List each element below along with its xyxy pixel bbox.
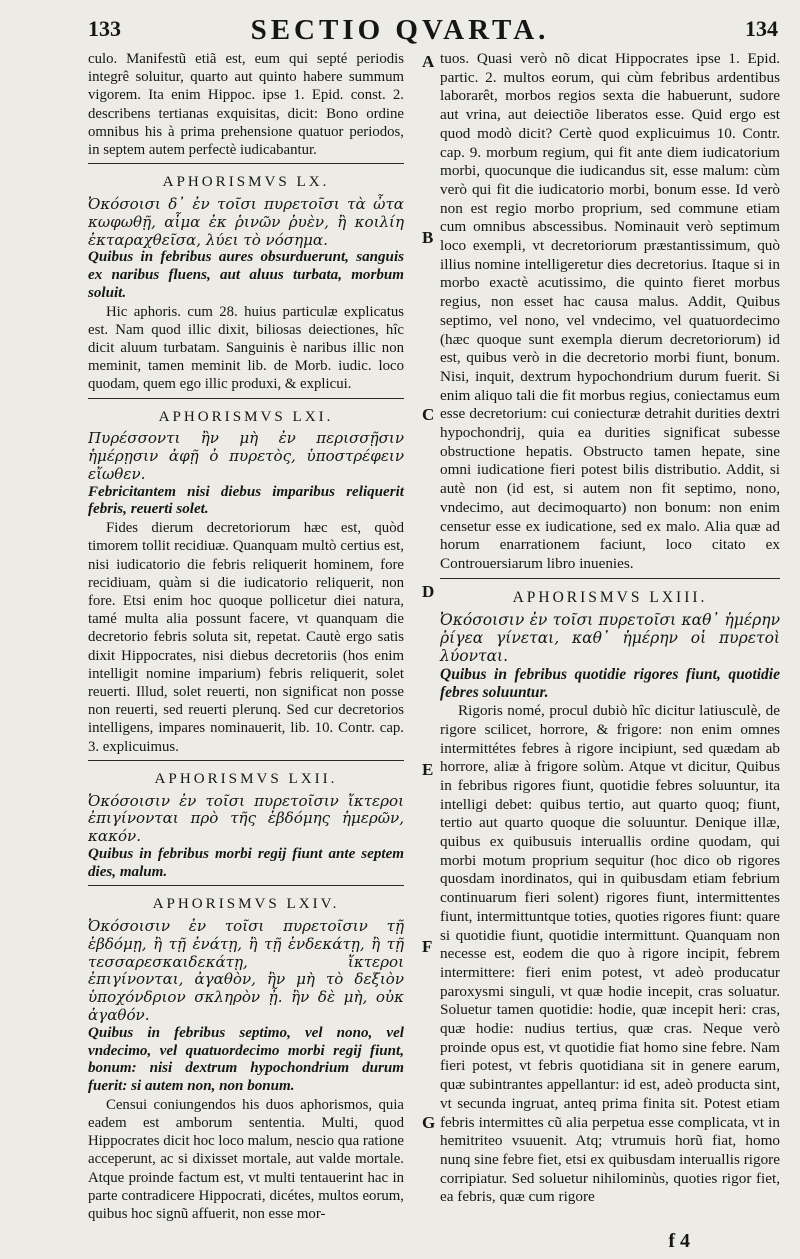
page-number-right: 134 xyxy=(745,16,778,41)
right-column xyxy=(440,50,780,1207)
aphorism-64-heading: APHORISMVS LXIV. xyxy=(152,896,340,913)
margin-letter: E xyxy=(422,760,434,779)
aphorism-63-commentary: Rigoris nomé, procul dubiò hîc dicitur latiusculè, de rigore scilicet, horrore, & frigore: non enim omnes intermittétes febres à rigore incipiunt, sed quædam ab horrore, aliæ à frigore solùm. Atque vt dicitur, Quibus in febribus rigores fiunt, quotidie febres soluuntur, ita intelligi debet: quibus tertio, aut quarto quoq; fiunt, tertio aut quarto quoque die soluuntur. Denique illæ, quibus ex quibusuis interuallis ordine quodam, qui morbi motum proprium sequitur (hoc dico ob rigores quosdam inordinatos, qui in quibusdam etiam febrium continuarum fieri solent) rigores fiunt, intermittentes fiunt, intermittuntque toties, quoties rigores fiunt: quare si quotidie fiunt, quotidie intermittunt. Quanquam non necesse est, eodem die quo à rigore incipit, febrem intermittere: fieri enim potest, vt adeò producatur paroxysmi singuli, vt quæ hodie incepit, cras soluatur. Soluetur tamen quotidie: hodie, quæ incepit heri: cras, quæ hodie: nudius tertius, quæ cras. Neque verò proinde opus est, vt quotidie fiat homo sine febre. Nam fieri potest, vt febris quotidiana sit in genere earum, quæ subintrantes appellantur: id est, adeò producta sint, vt secunda ingruat, anteq prima finita sit. Potest etiam febris intermittes cũ alia perpetua esse complicata, vt in hemitriteo vsuuenit. Atq; vtrumuis horũ fiat, homo nunq sine febre fiet, etsi ex quibusdam interuallis rigore corripiatur. Sed soluetur nihilominùs, quoties rigor fiet, ea febris, quæ cum rigore xyxy=(440,702,780,1206)
aphorism-61-greek: Πυρέσσοντι ἢν μὴ ἐν περισσῇσιν ἡμέρῃσιν ἀφῇ ὁ πυρετὸς, ὑποστρέφειν εἴωθεν. xyxy=(88,429,404,483)
aphorism-61-latin: Febricitantem nisi diebus imparibus reliquerit febris, reuerti solet. xyxy=(88,483,404,518)
aphorism-60-greek: Ὀκόσοισι δ᾽ ἐν τοῖσι πυρετοῖσι τὰ ὦτα κωφωθῇ, αἷμα ἐκ ῥινῶν ῥυὲν, ἢ κοιλίη ἐκταραχθεῖσα, λύει τὸ νόσημα. xyxy=(88,194,404,249)
aphorism-61-commentary: Fides dierum decretoriorum hæc est, quòd timorem tollit recidiuæ. Quanquam multò certius est, nisi iudicatorio die febris reliquerit hominem, fore recidiuam, quàm si die iudicatorio reliquerit, non fore. Etsi enim hoc quoque pollicetur diei natura, tamé multa alia possunt facere, vt quanquam die decretorio febris soluta sit, repetat. Cautè ergo satis dixit Hippocrates, nisi diebus decretoriis (hos enim intelligit nomine imparium) febris reliquerit, solet reuerti. Illud, solet reuerti, non significat non posse non reuerti, sed reuerti plerunq. Sed cur decretorios intelligens, impares nominauerit, lib. 10. Contr. cap. 3. explicuimus. xyxy=(88,520,404,755)
running-title: SECTIO QVARTA. xyxy=(250,14,550,46)
continuation-text: culo. Manifestũ etiã est, eum qui septé periodis integrê soluitur, quarto aut quinto habere summum vigorem. Ita enim Hippoc. ipse 1. Epid. const. 2. describens tertianas exquisitas, dicit: Bono ordine omnibus his à prima prehensione quatuor periodos, in septem autem perfectè iudicabantur. xyxy=(88,51,404,159)
section-rule xyxy=(440,578,780,579)
section-rule xyxy=(88,163,404,164)
aphorism-64-latin: Quibus in febribus septimo, vel nono, vel vndecimo, vel quatuordecimo morbi regij fiunt, bonum: nisi dextrum hypochondrium durum fuerit: si autem non, non bonum. xyxy=(88,1024,404,1095)
signature-mark: f 4 xyxy=(668,1230,690,1252)
margin-letter: G xyxy=(422,1113,436,1132)
aphorism-62-greek: Ὀκόσοισιν ἐν τοῖσι πυρετοῖσιν ἴκτεροι ἐπιγίνονται πρὸ τῆς ἑβδόμης ἡμερῶν, κακόν. xyxy=(88,791,404,846)
margin-letters xyxy=(420,0,440,1259)
margin-letter: B xyxy=(422,228,434,247)
page-number-left: 133 xyxy=(88,16,121,41)
aphorism-63-latin: Quibus in febribus quotidie rigores fiunt, quotidie febres soluuntur. xyxy=(440,665,780,701)
aphorism-62-heading: APHORISMVS LXII. xyxy=(154,770,338,787)
aphorism-63-heading: APHORISMVS LXIII. xyxy=(512,588,708,606)
aphorism-63-greek: Ὀκόσοισιν ἐν τοῖσι πυρετοῖσι καθ᾽ ἡμέρην ῥίγεα γίνεται, καθ᾽ ἡμέρην οἱ πυρετοὶ λύονται. xyxy=(440,610,780,666)
margin-letter: A xyxy=(422,52,435,71)
margin-letter: F xyxy=(422,937,433,956)
aphorism-62-latin: Quibus in febribus morbi regij fiunt ante septem dies, malum. xyxy=(88,845,404,880)
aphorism-60-heading: APHORISMVS LX. xyxy=(162,174,330,191)
aphorism-61-heading: APHORISMVS LXI. xyxy=(158,408,334,425)
aphorism-64-greek: Ὀκόσοισιν ἐν τοῖσι πυρετοῖσιν τῇ ἑβδόμῃ, ἢ τῇ ἐνάτῃ, ἢ τῇ ἑνδεκάτῃ, ἢ τῇ τεσσαρεσκαιδεκάτῃ, ἴκτεροι ἐπιγίνονται, ἀγαθὸν, ἢν μὴ τὸ δεξιὸν ὑποχόνδριον σκληρὸν ᾖ. ἢν δὲ μὴ, οὐκ ἀγαθόν. xyxy=(88,917,404,1025)
aphorism-60-latin: Quibus in febribus aures obsurduerunt, sanguis ex naribus fluens, aut aluus turbata, morbum soluit. xyxy=(88,249,404,301)
margin-letter: D xyxy=(422,582,435,601)
aphorism-60-commentary: Hic aphoris. cum 28. huius particulæ explicatus est. Nam quod illic dixit, biliosas deiectiones, hîc dicit aluum turbatam. Sanguinis è naribus illic non meminit, tamen meminit lib. de Morb. iudic. loco quodam, quem ego illic produxi, & explicui. xyxy=(88,303,404,393)
section-rule xyxy=(88,760,404,761)
section-rule xyxy=(88,398,404,399)
aphorism-64-commentary: Censui coniungendos his duos aphorismos, quia eadem est amborum sententia. Multi, quod Hippocrates dicit hoc loco malum, nescio qua ratione acceperunt, ac si dixisset mortale, aut valde mortale. Atque proinde factum est, vt multi tentauerint hac in parte contradicere Hippocrati, dicétes, multos eorum, quibus hoc signũ affuerit, non esse mor- xyxy=(88,1096,404,1223)
page-header xyxy=(0,14,800,48)
section-rule xyxy=(88,885,404,886)
continuation-text: tuos. Quasi verò nõ dicat Hippocrates ipse 1. Epid. partic. 2. multos eorum, qui cùm febribus ardentibus laborarêt, morbos regios sexta die habuerunt, sudore aut vrina, aut deiectiõe liberatos esse. Quid ergo est quod modò dicit? Certè quod explicuimus 10. Contr. cap. 9. morbum regium, qui fit ante diem iudicatorium morbi, quocunque die iudicandus sit, esse malum: cùm verò qui fit die iudicatorio morbi, bonum esse. Id verò non est regio morbo proprium, sed commune etiam cum omnibus abscessibus. Nominauit verò septimum loco exempli, vt decretoriorum præstantissimum, quò illius nomine intelligeretur dies decretorius. Itaque si in morbo exactè acutissimo, die quinto fieret morbus regius, non esset hac causa malus. Addit, Quibus septimo, vel nono, vel vndecimo, vel quatuordecimo (hæc quoque sunt exempla dierum decretoriorum) id est, quibus verò in die decretorio morbi fiunt, bonum. Nisi, inquit, dextrum hypochondrium durum fuerit. Si enim aliquo tali die fit morbus regius, coniectamus eum esse decretorium: cui coniecturæ detrahit durities dextri hypochondrij, quia ea durities significat subesse obstructione hepatis. Obstructo tamen hepate, sine omni iudicatione fieri potest bilis distributio. Addit, si autè non (id est, si autem non fit septimo, nono, vndecimo, aut decimoquarto) non bonum: non enim censetur esse ex iudicatione, sed ex malo. Alia quæ ad horum enarrationem faciunt, loco citato ex Controuersiarum libro inuenies. xyxy=(440,50,780,572)
left-column xyxy=(88,50,404,1223)
margin-letter: C xyxy=(422,405,435,424)
